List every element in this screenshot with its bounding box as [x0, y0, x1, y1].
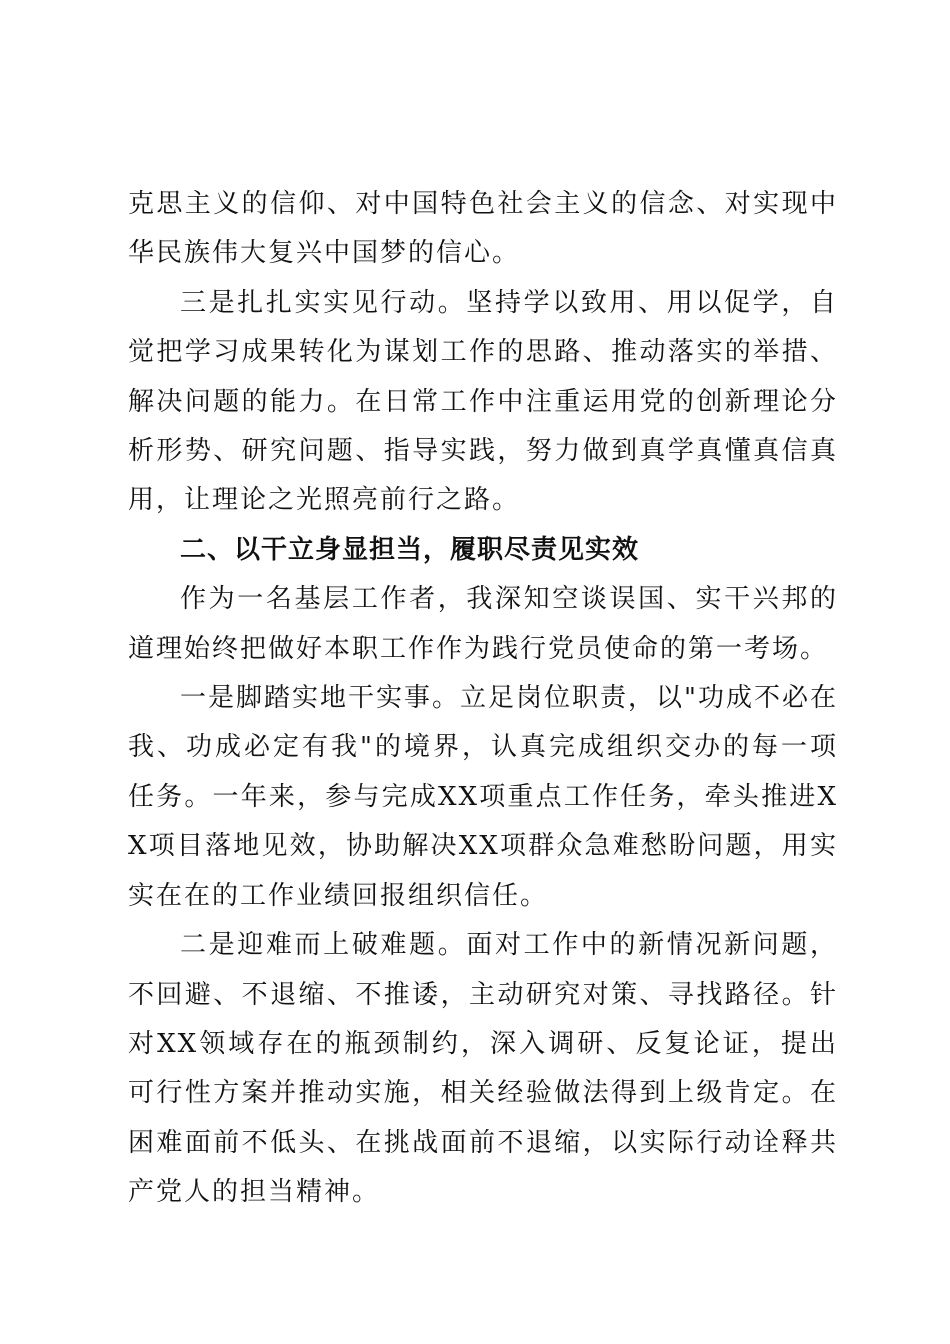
paragraph-point-two: 二是迎难而上破难题。面对工作中的新情况新问题，不回避、不退缩、不推诿，主动研究对策、寻找路径。针对XX领域存在的瓶颈制约，深入调研、反复论证，提出可行性方案并推动实施，相关经验做法得到上级肯定。在困难面前不低头、在挑战面前不退缩，以实际行动诠释共产党人的担当精神。 [128, 930, 838, 1208]
paragraph-action: 三是扎扎实实见行动。坚持学以致用、用以促学，自觉把学习成果转化为谋划工作的思路、推动落实的举措、解决问题的能力。在日常工作中注重运用党的创新理论分析形势、研究问题、指导实践，努力做到真学真懂真信真用，让理论之光照亮前行之路。 [128, 287, 838, 516]
paragraph-continuation: 克思主义的信仰、对中国特色社会主义的信念、对实现中华民族伟大复兴中国梦的信心。 [128, 189, 838, 269]
paragraph-point-one: 一是脚踏实地干实事。立足岗位职责，以"功成不必在我、功成必定有我"的境界，认真完成组织交办的每一项任务。一年来，参与完成XX项重点工作任务，牵头推进XX项目落地见效，协助解决XX项群众急难愁盼问题，用实实在在的工作业绩回报组织信任。 [128, 683, 838, 911]
paragraph-intro: 作为一名基层工作者，我深知空谈误国、实干兴邦的道理始终把做好本职工作作为践行党员使命的第一考场。 [128, 584, 838, 664]
document-body [128, 180, 838, 1218]
section-heading: 二、以干立身显担当，履职尽责见实效 [180, 534, 640, 565]
